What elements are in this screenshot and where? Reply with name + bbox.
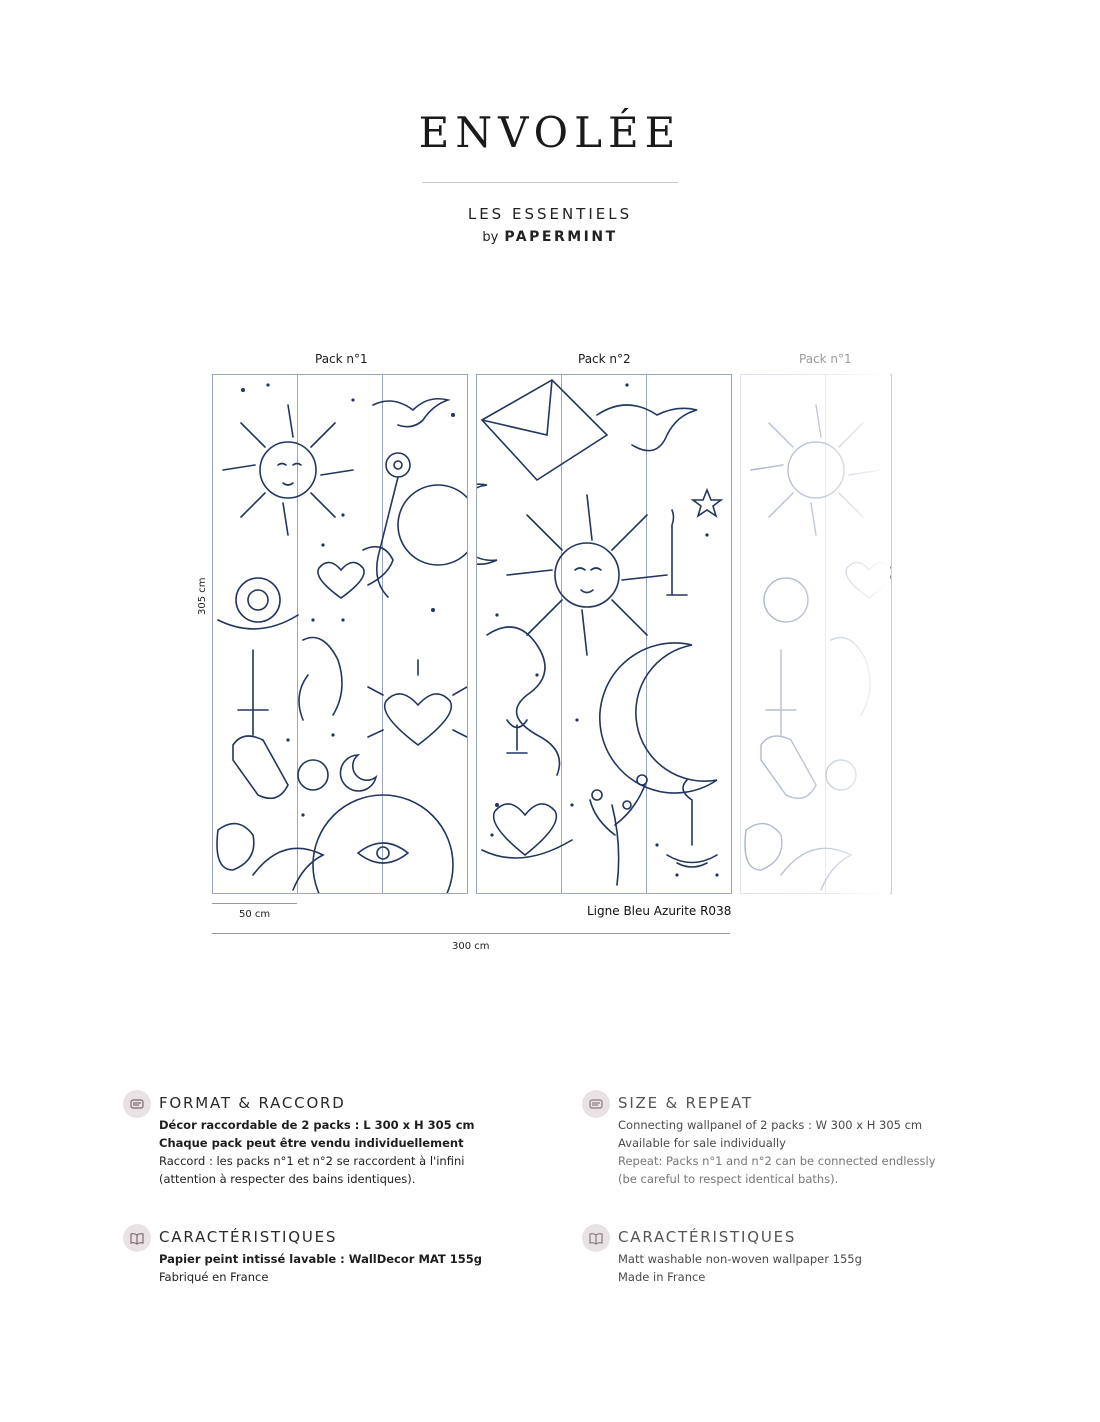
spec-line: (be careful to respect identical baths). [618,1172,839,1186]
pack-2-panel [476,374,732,894]
roll-icon [123,1090,151,1118]
spec-line: (attention à respecter des bains identiques). [159,1172,416,1186]
book-icon [123,1224,151,1252]
pack-1-illustration [213,375,467,893]
spec-line: Matt washable non-woven wallpaper 155g [618,1252,862,1266]
brand-signature [0,229,1100,245]
total-dimension-line [212,933,730,934]
spec-line: Papier peint intissé lavable : WallDecor MAT 155g [159,1252,482,1266]
spec-heading: SIZE & REPEAT [618,1094,754,1112]
collection-title: ENVOLÉE [418,108,682,157]
brand-name: PAPERMINT [504,229,618,245]
spec-heading: CARACTÉRISTIQUES [618,1228,797,1246]
spec-heading: CARACTÉRISTIQUES [159,1228,338,1246]
spec-line: Made in France [618,1270,706,1284]
title-divider [422,182,678,183]
total-dimension-label: 300 cm [452,941,490,952]
height-dimension-label: 305 cm [197,577,208,615]
spec-line: Fabriqué en France [159,1270,269,1284]
pack-2-illustration [477,375,731,893]
strip-dimension-label: 50 cm [239,909,271,920]
roll-icon [582,1090,610,1118]
spec-line: Available for sale individually [618,1136,786,1150]
pack-label-2: Pack n°2 [578,352,631,366]
pack-label-1: Pack n°1 [315,352,368,366]
repeat-fade-overlay [740,370,890,900]
pack-label-1-repeat: Pack n°1 [799,352,852,366]
brand-line: LES ESSENTIELS [467,205,633,223]
spec-line: Raccord : les packs n°1 et n°2 se raccordent à l'infini [159,1154,465,1168]
brand-by: by [482,230,499,245]
book-icon [582,1224,610,1252]
pack-1-panel [212,374,468,894]
strip-dimension-line [212,903,297,904]
colorway-label: Ligne Bleu Azurite R038 [587,904,732,918]
spec-heading: FORMAT & RACCORD [159,1094,346,1112]
spec-line: Décor raccordable de 2 packs : L 300 x H 305 cm [159,1118,475,1132]
spec-line: Connecting wallpanel of 2 packs : W 300 x H 305 cm [618,1118,923,1132]
spec-line: Repeat: Packs n°1 and n°2 can be connected endlessly [618,1154,936,1168]
spec-line: Chaque pack peut être vendu individuellement [159,1136,464,1150]
